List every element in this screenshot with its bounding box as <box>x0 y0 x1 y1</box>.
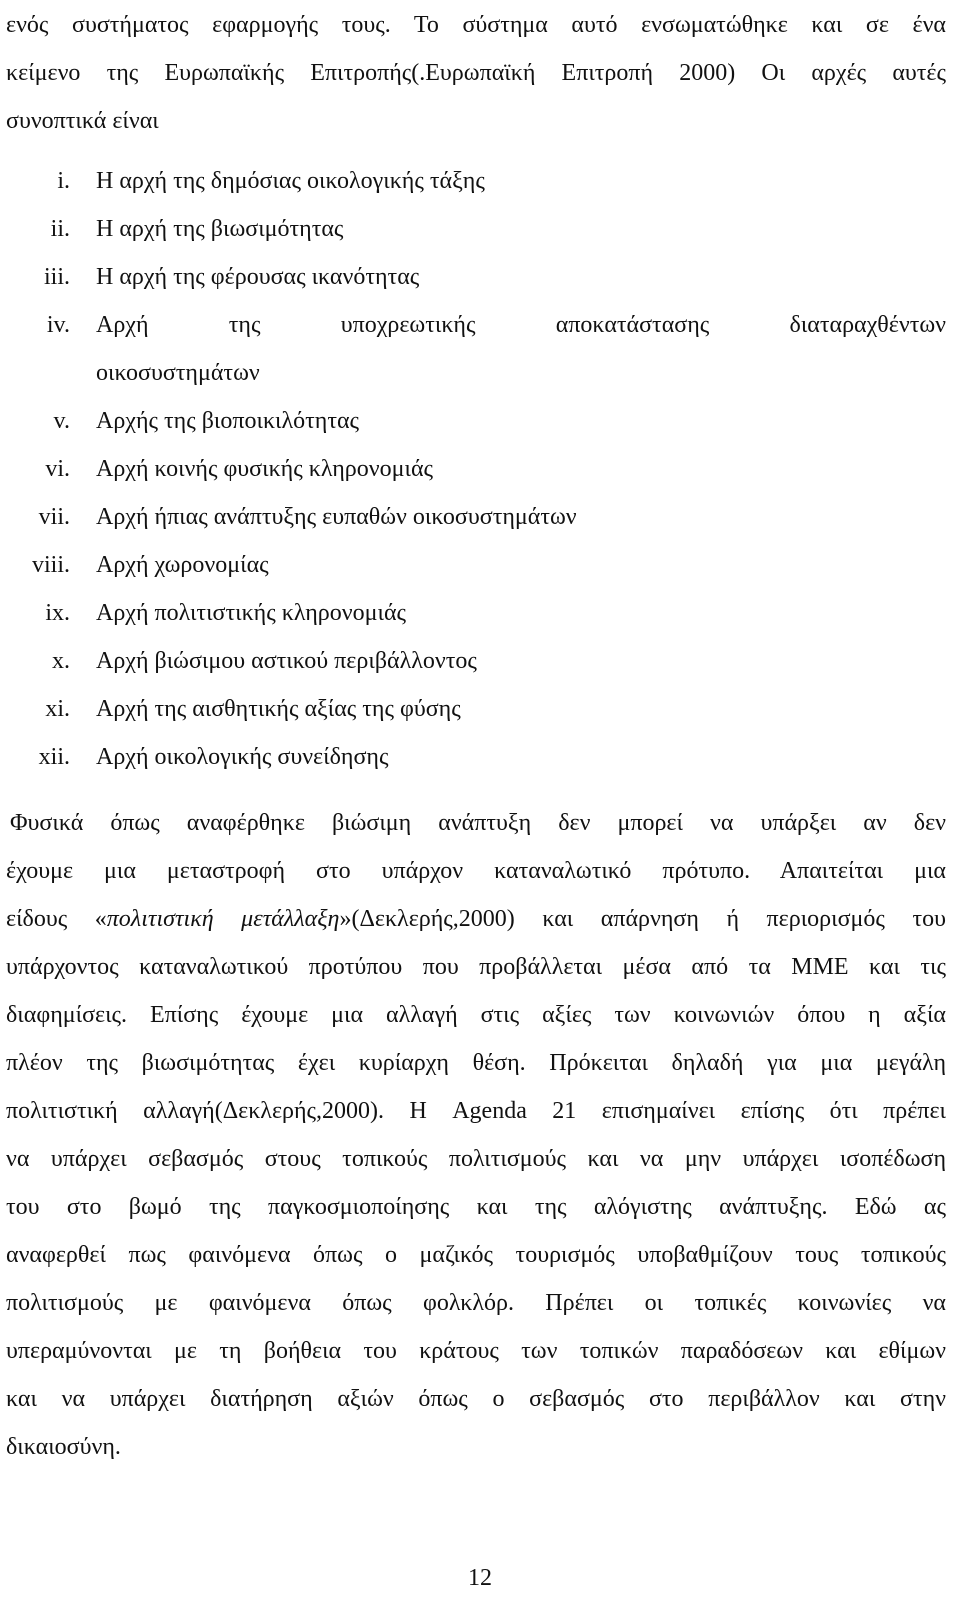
list-item-text: Αρχή χωρονομίας <box>96 552 269 578</box>
list-item-text: Αρχή κοινής φυσικής κληρονομιάς <box>96 456 434 482</box>
paragraph-line: και να υπάρχει διατήρηση αξιών όπως ο σεβασμός στο περιβάλλον και στην <box>6 1386 946 1412</box>
intro-paragraph <box>6 1 946 145</box>
list-item-text: Αρχή της αισθητικής αξίας της φύσης <box>96 696 461 722</box>
list-number: xii. <box>38 744 70 770</box>
paragraph-line: του στο βωμό της παγκοσμιοποίησης και της αλόγιστης ανάπτυξης. Εδώ ας <box>6 1194 946 1220</box>
list-number: i. <box>57 168 70 194</box>
italic-term: πολιτιστική μετάλλαξη <box>106 906 340 932</box>
list-item-text: Αρχή βιώσιμου αστικού περιβάλλοντος <box>96 648 477 674</box>
paragraph-line: να υπάρχει σεβασμός στους τοπικούς πολιτισμούς και να μην υπάρχει ισοπέδωση <box>6 1146 946 1172</box>
paragraph-line: αναφερθεί πως φαινόμενα όπως ο μαζικός τουρισμός υποβαθμίζουν τους τοπικούς <box>6 1242 946 1268</box>
list-number: ii. <box>50 216 70 242</box>
intro-line: ενός συστήματος εφαρμογής τους. Το σύστημα αυτό ενσωματώθηκε και σε ένα <box>6 12 946 38</box>
principles-list <box>6 157 946 781</box>
list-number: ix. <box>45 600 70 626</box>
paragraph-line: διαφημίσεις. Επίσης έχουμε μια αλλαγή στις αξίες των κοινωνιών όπου η αξία <box>6 1002 946 1028</box>
list-number: vii. <box>38 504 70 530</box>
body-paragraph <box>6 799 946 1471</box>
list-item <box>6 157 946 205</box>
list-item-text: Η αρχή της δημόσιας οικολογικής τάξης <box>96 168 485 194</box>
paragraph-line: υπεραμύνονται με τη βοήθεια του κράτους των τοπικών παραδόσεων και εθίμων <box>6 1338 946 1364</box>
list-number: x. <box>52 648 70 674</box>
list-item <box>6 397 946 445</box>
list-item-text: Αρχή της υποχρεωτικής αποκατάστασης διαταραχθέντων <box>96 312 946 338</box>
list-number: iv. <box>46 312 70 338</box>
list-item <box>6 205 946 253</box>
paragraph-line: πολιτισμούς με φαινόμενα όπως φολκλόρ. Πρέπει οι τοπικές κοινωνίες να <box>6 1290 946 1316</box>
list-item <box>6 589 946 637</box>
page-number: 12 <box>468 1565 492 1591</box>
paragraph-line: έχουμε μια μεταστροφή στο υπάρχον καταναλωτικό πρότυπο. Απαιτείται μια <box>6 858 946 884</box>
list-item-text: Αρχή πολιτιστικής κληρονομιάς <box>96 600 407 626</box>
list-number: viii. <box>31 552 70 578</box>
paragraph-line: υπάρχοντος καταναλωτικού προτύπου που προβάλλεται μέσα από τα ΜΜΕ και τις <box>6 954 946 980</box>
paragraph-line: πλέον της βιωσιμότητας έχει κυρίαρχη θέση. Πρόκειται δηλαδή για μια μεγάλη <box>6 1050 946 1076</box>
list-item <box>6 253 946 301</box>
list-number: iii. <box>43 264 70 290</box>
document-page <box>6 0 946 1471</box>
list-item <box>6 733 946 781</box>
list-item <box>6 445 946 493</box>
list-item-text: Η αρχή της φέρουσας ικανότητας <box>96 264 420 290</box>
paragraph-line: δικαιοσύνη. <box>6 1434 121 1460</box>
list-number: vi. <box>45 456 70 482</box>
intro-line: συνοπτικά είναι <box>6 108 159 134</box>
list-item <box>6 685 946 733</box>
list-item-text: Αρχή ήπιας ανάπτυξης ευπαθών οικοσυστημάτων <box>96 504 577 530</box>
list-number: v. <box>53 408 70 434</box>
list-number: xi. <box>45 696 70 722</box>
intro-line: κείμενο της Ευρωπαϊκής Επιτροπής(.Ευρωπαϊκή Επιτροπή 2000) Οι αρχές αυτές <box>6 60 946 86</box>
list-item <box>6 637 946 685</box>
paragraph-line <box>6 895 946 943</box>
list-item <box>6 541 946 589</box>
list-item-text: Αρχή οικολογικής συνείδησης <box>96 744 389 770</box>
text-run: »(Δεκλερής,2000) και απάρνηση ή περιορισμός του <box>339 906 946 932</box>
text-run: είδους « <box>6 906 107 932</box>
list-item-text: Η αρχή της βιωσιμότητας <box>96 216 344 242</box>
paragraph-line: Φυσικά όπως αναφέρθηκε βιώσιμη ανάπτυξη δεν μπορεί να υπάρξει αν δεν <box>10 810 946 836</box>
list-item-text: Αρχής της βιοποικιλότητας <box>96 408 360 434</box>
list-item <box>6 301 946 349</box>
paragraph-line: πολιτιστική αλλαγή(Δεκλερής,2000). Η Agenda 21 επισημαίνει επίσης ότι πρέπει <box>6 1098 946 1124</box>
list-item <box>6 493 946 541</box>
list-item-continuation: οικοσυστημάτων <box>96 360 260 386</box>
